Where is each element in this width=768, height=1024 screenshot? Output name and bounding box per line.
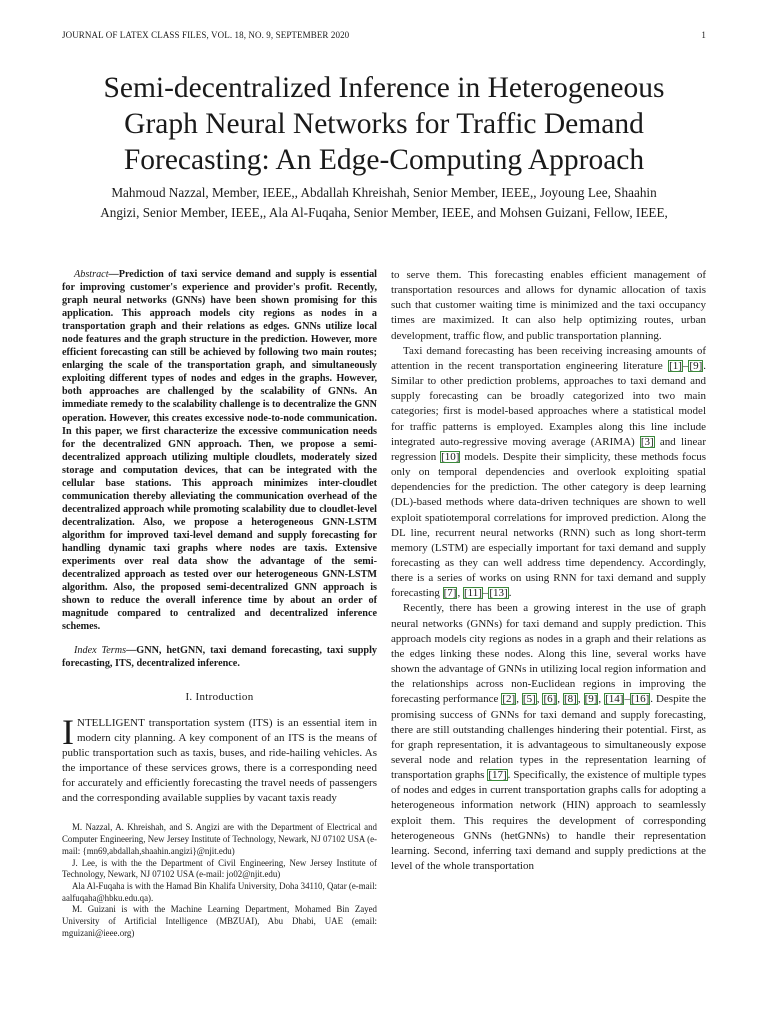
title-line: Forecasting: An Edge-Computing Approach [123,144,645,176]
citation-link[interactable]: [9] [584,693,598,706]
citation-link[interactable]: [14] [605,693,624,706]
citation-link[interactable]: [1] [669,359,682,372]
intro-smallcaps: NTELLIGENT [77,716,145,729]
body-paragraph [391,601,706,874]
body-text-segment: . Despite the promising success of GNNs for taxi demand and supply forecasting, there are still outstanding challenges hindering their potential. First, as for graph representation, it is advantageous to simultaneously expose several node and relation types in the representation learning of transportation graphs [391,693,706,782]
body-text-segment: – [482,587,489,600]
body-text-segment: , [516,693,522,706]
journal-header: JOURNAL OF LATEX CLASS FILES, VOL. 18, NO. 9, SEPTEMBER 2020 [62,30,350,40]
running-head [62,30,706,44]
body-text-segment: . Specifically, the existence of multiple types of nodes and edges in current transportation graphs calls for adopting a heterogeneous information network (HIN) approach to seamlessly exploit them. This requires the development of corresponding heterogeneous GNNs (hetGNNs) to handle their representation learning. Second, inferring taxi demand and supply predictions at the level of the whole transportation [391,769,706,873]
section-heading: I. Introduction [185,691,254,704]
citation-link[interactable]: [10] [441,450,460,463]
title-line: Graph Neural Networks for Traffic Demand [124,108,644,140]
author-line: Angizi, Senior Member, IEEE,, Ala Al-Fuqaha, Senior Member, IEEE, and Mohsen Guizani, Fellow, IEEE, [100,205,668,220]
index-terms [62,644,377,670]
body-text-segment: , [536,693,543,706]
citation-link[interactable]: [3] [640,435,654,448]
body-text-segment: and linear regression [391,435,706,463]
index-terms-lead: Index Terms [74,645,127,657]
body-text-segment: , [598,693,605,706]
body-text-segment: – [682,359,689,372]
author-list [40,183,728,223]
body-text-segment: , [557,693,564,706]
paper-title [40,70,728,178]
page-number: 1 [701,30,706,40]
body-text-segment: Taxi demand forecasting has been receiving increasing amounts of attention in the recent transportation engineering literature [391,344,706,372]
citation-link[interactable]: [16] [630,693,650,706]
author-line: Mahmoud Nazzal, Member, IEEE,, Abdallah Khreishah, Senior Member, IEEE,, Joyoung Lee, Shaahin [111,185,657,200]
title-line: Semi-decentralized Inference in Heterogeneous [103,72,665,104]
citation-link[interactable]: [6] [543,693,557,706]
left-column [62,268,377,939]
body-text-segment: . [508,587,512,600]
abstract-text: —Prediction of taxi service demand and supply is essential for improving customer's experience and provider's profit. Recently, graph neural networks (GNNs) have been shown promising for this application. This approach models city regions as nodes in a transportation graph and their relations as edges. GNNs utilize local node features and the graph structure in the prediction. However, more efficient forecasting can still be achieved by following two main routes; enlarging the scale of the transportation graph, and simultaneously exploiting different types of nodes and edges in the graphs. However, both approaches are challenged by the scalability of GNNs. An immediate remedy to the scalability challenge is to decentralize the GNN operation. However, this creates excessive node-to-node communication. In this paper, we first characterize the excessive communication needs for the decentralized GNN approach. Then, we propose a semi-decentralized approach utilizing multiple cloudlets, moderately sized storage and computation devices, that can be integrated with the cellular base stations. This approach minimizes inter-cloudlet communication thereby alleviating the communication overhead of the decentralized approach while promoting scalability due to cloudlet-level decentralization. Also, we propose a heterogeneous GNN-LSTM algorithm for improved taxi-level demand and supply forecasting for handling dynamic taxi graphs where nodes are taxis. Extensive experiments over real data show the advantage of the semi-decentralized approach as tested over our heterogeneous GNN-LSTM algorithm. Also, the proposed semi-decentralized GNN approach is shown to reduce the overall inference time by about an order of magnitude compared to centralized and decentralized inference schemes. [62,269,377,633]
body-paragraph: to serve them. This forecasting enables efficient management of transportation resources and allows for dynamic allocation of taxis such that customer waiting time is minimized and the taxi occupancy times are maximized. It can also help optimizing routes, urban development, traffic flow, and public transportation planning. [391,269,706,342]
citation-link[interactable]: [11] [463,587,482,600]
footnote: M. Guizani is with the Machine Learning Department, Mohamed Bin Zayed University of Artificial Intelligence (MBZUAI), Abu Dhabi, UAE (email: mguizani@ieee.org) [62,904,377,938]
footnote: M. Nazzal, A. Khreishah, and S. Angizi are with the Department of Electrical and Computer Engineering, New Jersey Institute of Technology, Newark, NJ 07102 USA (e-mail: {mn69,abdallah,shaahin.angizi}@njit.edu) [62,822,377,856]
footnote: Ala Al-Fuqaha is with the Hamad Bin Khalifa University, Doha 34110, Qatar (e-mail: aalfuqaha@hbku.edu.qa). [62,880,377,903]
body-paragraph [391,344,706,602]
body-text-segment: Recently, there has been a growing interest in the use of graph neural networks (GNNs) for taxi demand and supply prediction. This approach models city regions as nodes in a graph and their relations as the edges linking these nodes. Along this line, several works have shown the advantage of GNNs in utilizing local region information and the relationships across non-Euclidean regions in improving the forecasting performance [391,602,706,706]
body-text-segment: . Similar to other prediction problems, approaches to taxi demand and supply forecasting can be broadly categorized into two main categories; first is model-based approaches where a statistical model for traffic patterns is employed. Examples along this line include integrated auto-regressive moving average (ARIMA) [391,359,706,448]
footnote: J. Lee, is with the the Department of Civil Engineering, New Jersey Institute of Technology, Newark, NJ 07102 USA (e-mail: jo02@njit.edu) [62,857,377,880]
body-text-segment: – [624,693,630,706]
intro-text: transportation system (ITS) is an essential item in modern city planning. A key component of an ITS is the means of public transportation such as taxis, buses, and ride-hailing vehicles. As the importance of these services grows, there is a corresponding need for accurately and efficiently forecasting the travel needs of passengers and the corresponding available supplies by vacant taxis ready [62,716,377,805]
abstract [62,268,377,633]
drop-cap: I [62,711,74,752]
citation-link[interactable]: [2] [502,693,516,706]
body-text-segment: , [577,693,584,706]
citation-link[interactable]: [17] [488,769,507,782]
citation-link[interactable]: [13] [489,587,508,600]
abstract-lead: Abstract [74,269,109,280]
right-column [391,268,706,874]
index-terms-text: —GNN, hetGNN, taxi demand forecasting, taxi supply forecasting, ITS, decentralized inference. [62,645,377,670]
intro-paragraph [62,711,377,807]
citation-link[interactable]: [8] [564,693,577,706]
footnotes [62,822,377,939]
body-text-segment: , [457,587,463,600]
citation-link[interactable]: [9] [689,359,703,372]
citation-link[interactable]: [7] [443,587,457,600]
body-text-segment: models. Despite their simplicity, these methods focus only on temporal dependencies and overlook exploiting spatial dependencies for the prediction. The other category is deep learning (DL)-based methods where data-driven techniques are shown to well exploit spatiotemporal correlations for improved prediction. Along the DL line, recurrent neural networks (RNN) such as long short-term memory (LSTM) are especially important for taxi demand and supply forecasting as they can well address time dependency. Accordingly, there is a series of works on using RNN for taxi demand and supply forecasting [391,450,706,600]
citation-link[interactable]: [5] [522,693,536,706]
